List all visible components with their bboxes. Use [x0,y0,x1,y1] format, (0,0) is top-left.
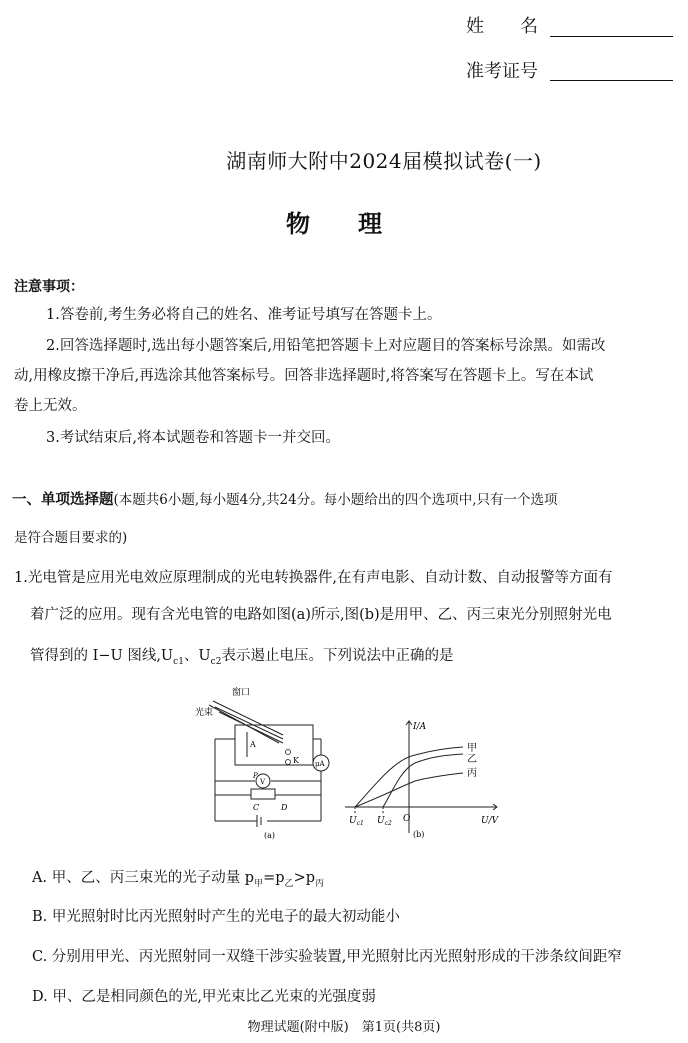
notice-item: 1.答卷前,考生务必将自己的姓名、准考证号填写在答题卡上。 [46,307,442,323]
window-label: 窗口 [232,688,251,698]
x-axis-label: U/V [481,816,499,826]
exam-title: 湖南师大附中2024届模拟试卷(一) [226,149,542,173]
notice-heading: 注意事项： [14,279,84,295]
notice-item: 2.回答选择题时,选出每小题答案后,用铅笔把答题卡上对应题目的答案标号涂黑。如需改 [46,338,606,354]
option-b[interactable]: B. 甲光照射时比丙光照射时产生的光电子的最大初动能小 [32,909,400,925]
notice-item: 3.考试结束后,将本试题卷和答题卡一并交回。 [46,430,340,446]
y-axis-label: I/A [413,722,427,732]
beam-label: 光束 [195,708,214,718]
page-footer: 物理试题(附中版) 第1页(共8页) [247,1020,441,1035]
section-note-cont: 是符合题目要求的) [14,530,128,546]
origin-label: O [403,814,411,824]
electrode-icon [286,760,291,765]
ammeter-label: μA [315,760,325,768]
subject-title: 物 理 [286,210,382,238]
caption-a: (a) [264,831,276,840]
curve-yi-label: 乙 [467,754,477,765]
option-d[interactable]: D. 甲、乙是相同颜色的光,甲光束比乙光束的光强度弱 [32,989,376,1005]
electrode-a-label: A [250,740,256,749]
section-title: 一、单项选择题 [12,492,114,508]
electrode-icon [286,750,291,755]
circuit-diagram [195,683,335,841]
question-text: 管得到的 I−U 图线$,U_{c1}$、$U_{c2}$表示遏止电压。下列说法中正确的是 [30,648,454,667]
exam-id-field[interactable] [550,58,673,81]
rheostat-d-label: D [281,803,288,812]
iu-graph [345,715,505,841]
section-note: (本题共6小题,每小题4分,共24分。每小题给出的四个选项中,只有一个选项 [113,492,558,508]
option-a[interactable]: A. 甲、乙、丙三束光的光子动量 $p_甲=p_乙>p_丙$ [32,870,325,889]
electrode-k-label: K [293,756,299,765]
rheostat-c-label: C [253,803,260,812]
notice-item: 卷上无效。 [14,398,87,414]
notice-item: 动,用橡皮擦干净后,再选涂其他答案标号。回答非选择题时,将答案写在答题卡上。写在本试 [14,368,594,384]
name-field[interactable] [550,14,673,37]
curve-bing-label: 丙 [467,768,477,779]
exam-id-label: 准考证号 [466,61,538,82]
option-c[interactable]: C. 分别用甲光、丙光照射同一双缝干涉实验装置,甲光照射比丙光照射形成的干涉条纹间距窄 [32,949,622,965]
voltmeter-label: V [260,778,266,786]
question-text: 着广泛的应用。现有含光电管的电路如图(a)所示,图(b)是用甲、乙、丙三束光分别照射光电 [30,607,612,623]
uc1-label: $U_{c1}$ [349,816,364,827]
uc2-label: $U_{c2}$ [377,816,392,827]
question-text: 1.光电管是应用光电效应原理制成的光电转换器件,在有声电影、自动计数、自动报警等方面有 [14,570,613,586]
curve-jia-label: 甲 [467,743,477,754]
name-label: 姓 名 [466,16,538,37]
section-heading [12,490,558,510]
caption-b: (b) [413,830,425,839]
slider-label: P [253,772,258,780]
